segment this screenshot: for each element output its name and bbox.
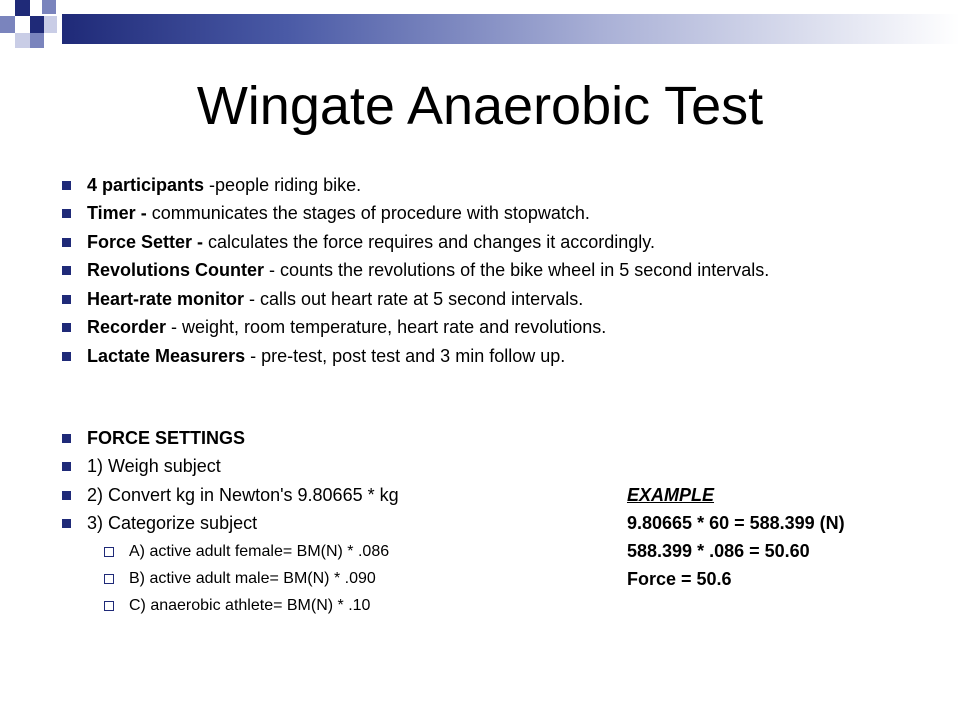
decor-square (15, 16, 30, 33)
square-bullet-icon (62, 209, 71, 218)
category-text: B) active adult male= BM(N) * .090 (129, 570, 376, 587)
gradient-bar (62, 14, 960, 44)
role-description: communicates the stages of procedure with stopwatch. (146, 203, 590, 223)
role-name: Heart-rate monitor (87, 289, 245, 309)
square-bullet-icon (62, 462, 71, 471)
decor-square (0, 16, 15, 33)
role-name: 4 participants (87, 175, 205, 195)
role-description: - weight, room temperature, heart rate and revolutions. (166, 317, 607, 337)
example-line: 588.399 * .086 = 50.60 (627, 541, 810, 561)
hollow-square-bullet-icon (104, 601, 114, 611)
square-bullet-icon (62, 352, 71, 361)
role-text (87, 230, 655, 254)
role-text (87, 173, 361, 197)
hollow-square-bullet-icon (104, 547, 114, 557)
role-text (87, 258, 769, 282)
category-text: A) active adult female= BM(N) * .086 (129, 543, 390, 560)
decor-square (44, 16, 57, 33)
role-description: -people riding bike. (204, 175, 362, 195)
square-bullet-icon (62, 295, 71, 304)
example-title: EXAMPLE (627, 485, 715, 505)
square-bullet-icon (62, 238, 71, 247)
square-bullet-icon (62, 181, 71, 190)
title-band-decoration (0, 0, 960, 55)
example-line: 9.80665 * 60 = 588.399 (N) (627, 513, 845, 533)
role-name: Recorder (87, 317, 167, 337)
decor-square (30, 33, 44, 48)
role-description: - pre-test, post test and 3 min follow up. (245, 346, 566, 366)
role-name: Lactate Measurers (87, 346, 246, 366)
role-text (87, 344, 565, 368)
example-line: Force = 50.6 (627, 569, 732, 589)
role-text (87, 315, 606, 339)
square-bullet-icon (62, 434, 71, 443)
role-description: - counts the revolutions of the bike wheel in 5 second intervals. (264, 260, 770, 280)
role-description: - calls out heart rate at 5 second intervals. (244, 289, 584, 309)
square-bullet-icon (62, 266, 71, 275)
role-name: Timer - (87, 203, 147, 223)
square-bullet-icon (62, 491, 71, 500)
square-bullet-icon (62, 519, 71, 528)
decor-square (30, 16, 44, 33)
slide-title: Wingate Anaerobic Test (196, 76, 764, 136)
decor-square (42, 0, 56, 14)
square-bullet-icon (62, 323, 71, 332)
decor-square (15, 33, 30, 48)
step-text: 2) Convert kg in Newton's 9.80665 * kg (87, 485, 399, 505)
role-text (87, 287, 583, 311)
hollow-square-bullet-icon (104, 574, 114, 584)
role-name: Revolutions Counter (87, 260, 265, 280)
force-settings-heading: FORCE SETTINGS (87, 428, 246, 448)
decor-square (15, 0, 30, 16)
step-text: 1) Weigh subject (87, 456, 221, 476)
role-description: calculates the force requires and changes it accordingly. (203, 232, 655, 252)
role-name: Force Setter - (87, 232, 204, 252)
role-text (87, 201, 590, 225)
step-text: 3) Categorize subject (87, 513, 258, 533)
category-text: C) anaerobic athlete= BM(N) * .10 (129, 597, 371, 614)
